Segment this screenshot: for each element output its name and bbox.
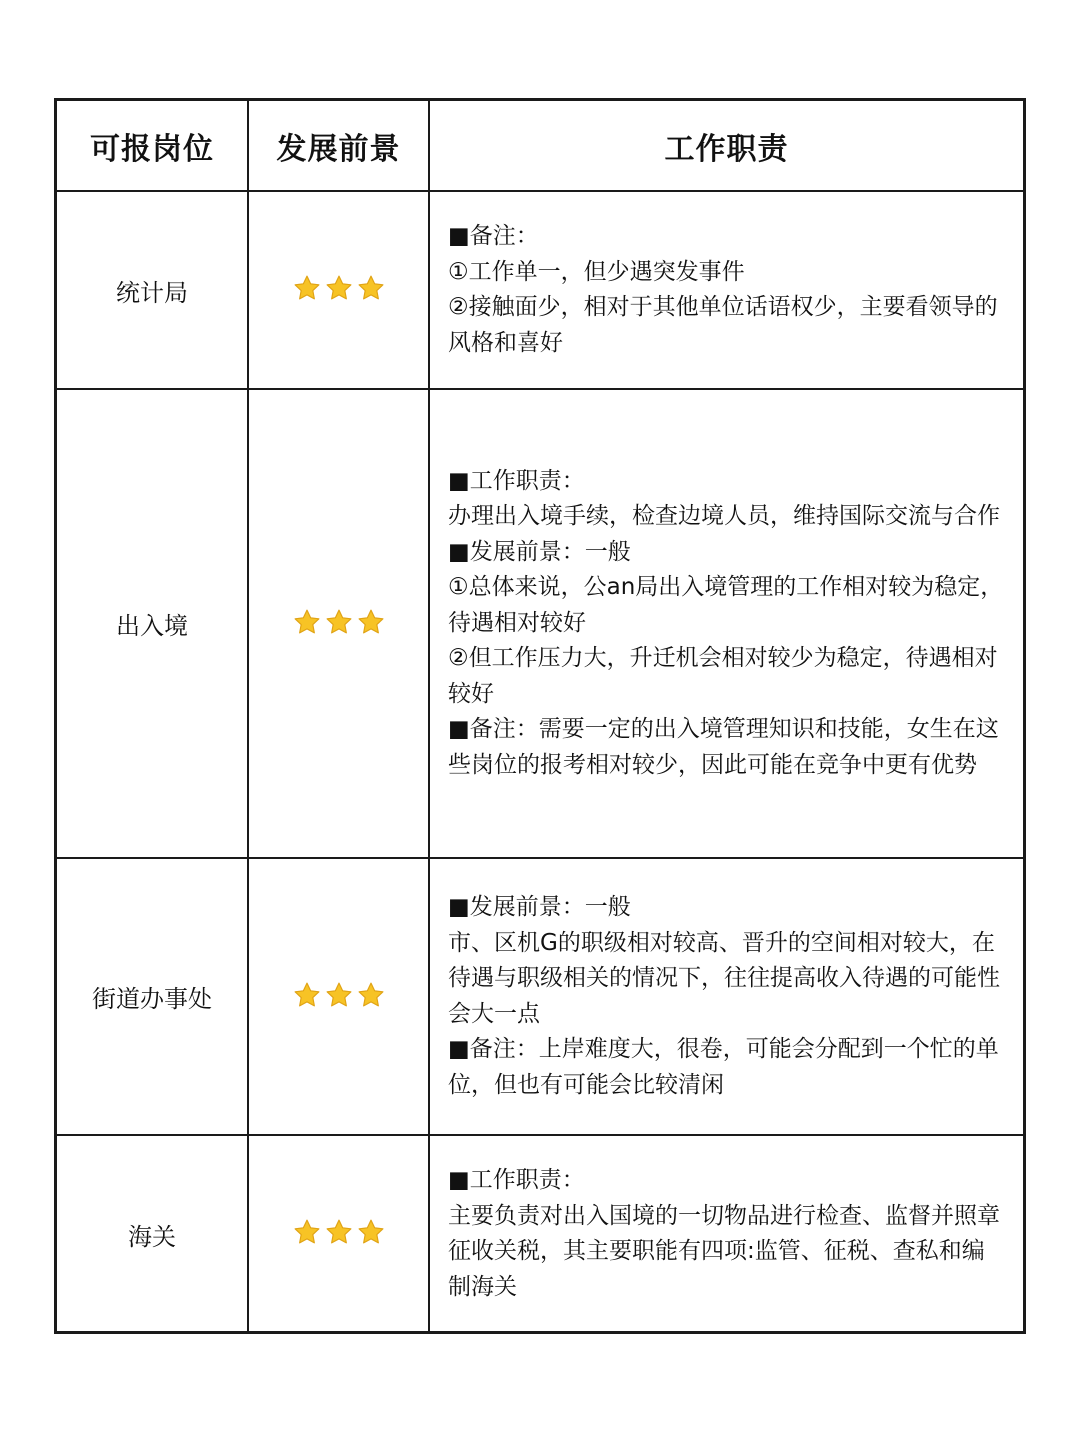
job-table-container [54,98,1026,1334]
duty-line: ■备注： [448,223,539,249]
duty-line: 主要负责对出入国境的一切物品进行检查、监督并照章征收关税，其主要职能有四项:监管、征税、查私和编制海关 [448,1202,1000,1300]
duty-line: ①总体来说，公an局出入境管理的工作相对较为稳定，待遇相对较好 [448,574,1004,636]
duty-line: ■工作职责： [448,467,585,494]
prospect-rating [248,1135,429,1332]
header-prospect: 发展前景 [248,101,429,191]
star-icon [357,1218,385,1246]
prospect-rating [248,191,429,389]
duty-description [429,858,1023,1135]
position-name: 海关 [57,1135,248,1332]
star-rating-row [293,1218,385,1246]
table-row [57,858,1023,1135]
star-icon [325,274,353,302]
table-header-row [57,101,1023,191]
job-table [57,101,1023,1332]
star-icon [325,608,353,636]
star-icon [293,1218,321,1246]
position-name: 统计局 [57,191,248,389]
header-duties: 工作职责 [429,101,1023,191]
prospect-rating [248,389,429,858]
duty-line: ②但工作压力大，升迁机会相对较少为稳定，待遇相对较好 [448,645,998,707]
duty-description [429,1135,1023,1332]
star-icon [293,608,321,636]
star-icon [325,981,353,1009]
duty-line: ②接触面少，相对于其他单位话语权少，主要看领导的风格和喜好 [448,294,998,356]
star-icon [293,274,321,302]
star-icon [357,608,385,636]
duty-line: 办理出入境手续，检查边境人员，维持国际交流与合作 [448,503,1000,530]
star-rating-row [293,608,385,636]
star-icon [357,274,385,302]
prospect-rating [248,858,429,1135]
duty-line: ■备注：上岸难度大，很卷，可能会分配到一个忙的单位，但也有可能会比较清闲 [448,1036,999,1098]
table-row [57,389,1023,858]
table-row [57,191,1023,389]
duty-description [429,389,1023,858]
duty-line: ■发展前景：一般 [448,894,631,920]
duty-line: ■发展前景：一般 [448,538,631,565]
star-icon [357,981,385,1009]
position-name: 出入境 [57,389,248,858]
table-row [57,1135,1023,1332]
duty-line: ①工作单一，但少遇突发事件 [448,258,745,285]
duty-description [429,191,1023,389]
header-position: 可报岗位 [57,101,248,191]
duty-line: 市、区机G的职级相对较高、晋升的空间相对较大，在待遇与职级相关的情况下，往往提高收入待遇的可能性会大一点 [448,929,1000,1027]
star-rating-row [293,274,385,302]
star-icon [325,1218,353,1246]
duty-line: ■工作职责： [448,1167,585,1193]
duty-line: ■备注：需要一定的出入境管理知识和技能，女生在这些岗位的报考相对较少，因此可能在竞争中更有优势 [448,716,999,778]
position-name: 街道办事处 [57,858,248,1135]
star-rating-row [293,981,385,1009]
star-icon [293,981,321,1009]
